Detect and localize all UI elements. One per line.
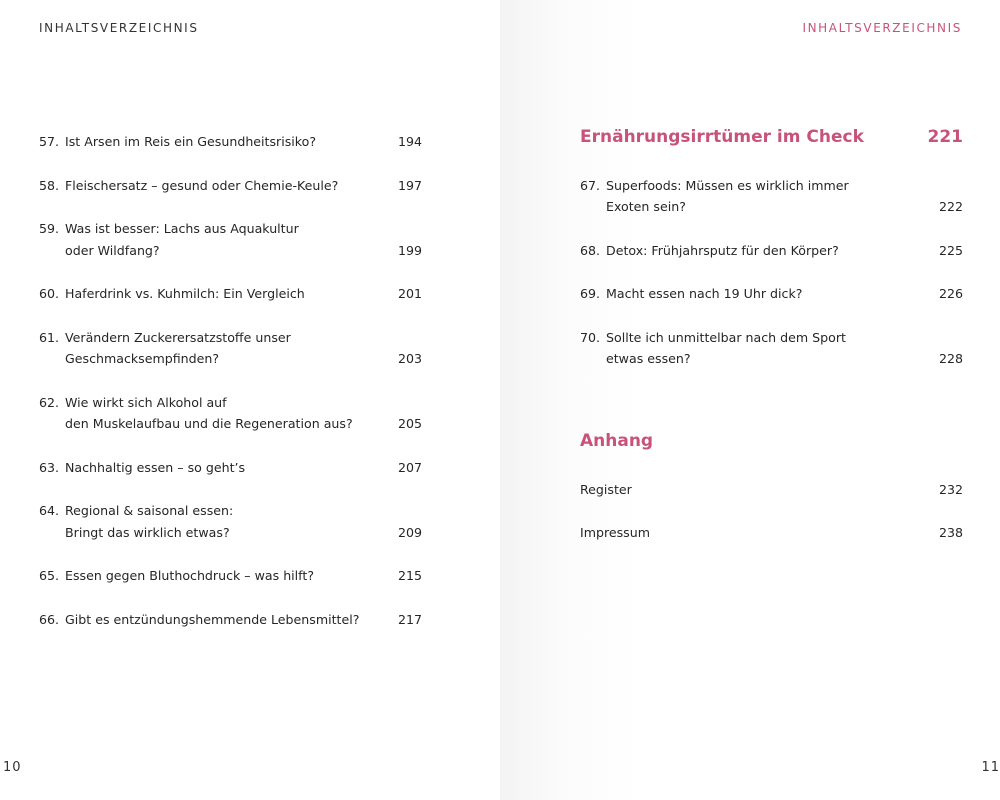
entry-title-cont: oder Wildfang?: [65, 242, 160, 258]
entry-number: 58.: [39, 177, 60, 193]
entry-title: Wie wirkt sich Alkohol auf: [65, 394, 227, 410]
entry-number: 68.: [580, 242, 601, 258]
entry-number: 64.: [39, 503, 60, 518]
appendix-label: Register: [580, 481, 632, 497]
entry-title-cont: Geschmacksempfinden?: [65, 351, 220, 367]
entry-number: 67.: [580, 177, 601, 193]
entry-page: 207: [397, 459, 422, 475]
entry-page: 203: [397, 351, 422, 367]
section-heading-appendix[interactable]: [580, 430, 963, 452]
section-title: Ernährungsirrtümer im Check: [580, 127, 864, 147]
entry-page: 226: [938, 286, 963, 301]
entry-title: Was ist besser: Lachs aus Aquakultur: [65, 221, 299, 236]
entry-number: 66.: [39, 611, 60, 627]
entry-title: Haferdrink vs. Kuhmilch: Ein Vergleich: [65, 286, 305, 301]
entry-number: 63.: [39, 459, 60, 475]
entry-title: Detox: Frühjahrsputz für den Körper?: [606, 242, 839, 258]
entry-title: Sollte ich unmittelbar nach dem Sport: [606, 329, 846, 345]
right-page: [500, 0, 1000, 800]
entry-number: 65.: [39, 568, 60, 583]
page-number-right: 11: [981, 760, 1000, 775]
entry-title: Verändern Zuckerersatzstoffe unser: [65, 329, 291, 345]
entry-title: Superfoods: Müssen es wirklich immer: [606, 177, 849, 193]
entry-page: 209: [397, 524, 422, 540]
entry-number: 69.: [580, 286, 601, 301]
entry-title-cont: etwas essen?: [606, 351, 691, 367]
entry-title: Essen gegen Bluthochdruck – was hilft?: [65, 568, 315, 583]
section-title: Anhang: [580, 431, 654, 451]
appendix-entry[interactable]: [580, 522, 963, 544]
entry-number: 70.: [580, 329, 601, 345]
entry-title: Ist Arsen im Reis ein Gesundheitsrisiko?: [65, 134, 317, 149]
entry-page: 197: [397, 177, 422, 193]
entry-title: Fleischersatz – gesund oder Chemie-Keule?: [65, 177, 339, 193]
running-header-left: INHALTSVERZEICHNIS: [39, 21, 199, 35]
page-number-left: 10: [3, 760, 22, 775]
entry-number: 59.: [39, 221, 60, 236]
entry-page: 217: [397, 611, 422, 627]
running-header-right: INHALTSVERZEICHNIS: [802, 21, 962, 35]
section-page: 221: [927, 127, 963, 147]
entry-title: Macht essen nach 19 Uhr dick?: [606, 286, 803, 301]
entry-page: 222: [938, 199, 963, 215]
section-heading[interactable]: [580, 126, 963, 148]
entry-page: 228: [938, 351, 963, 367]
entry-number: 61.: [39, 329, 60, 345]
appendix-entry[interactable]: [580, 479, 963, 501]
entry-title: Nachhaltig essen – so geht’s: [65, 459, 246, 475]
entry-page: 205: [397, 416, 422, 432]
entry-page: 201: [397, 286, 422, 301]
entry-title-cont: den Muskelaufbau und die Regeneration aus?: [65, 416, 353, 432]
entry-title: Regional & saisonal essen:: [65, 503, 234, 518]
entry-number: 62.: [39, 394, 60, 410]
entry-page: 215: [397, 568, 422, 583]
entry-page: 194: [397, 134, 422, 149]
entry-title: Gibt es entzündungshemmende Lebensmittel?: [65, 611, 360, 627]
entry-page: 199: [397, 242, 422, 258]
entry-title-cont: Bringt das wirklich etwas?: [65, 524, 230, 540]
entry-number: 57.: [39, 134, 60, 149]
entry-title-cont: Exoten sein?: [606, 199, 686, 215]
appendix-label: Impressum: [580, 525, 650, 540]
entry-number: 60.: [39, 286, 60, 301]
appendix-page: 238: [938, 525, 963, 540]
appendix-page: 232: [938, 481, 963, 497]
entry-page: 225: [938, 242, 963, 258]
